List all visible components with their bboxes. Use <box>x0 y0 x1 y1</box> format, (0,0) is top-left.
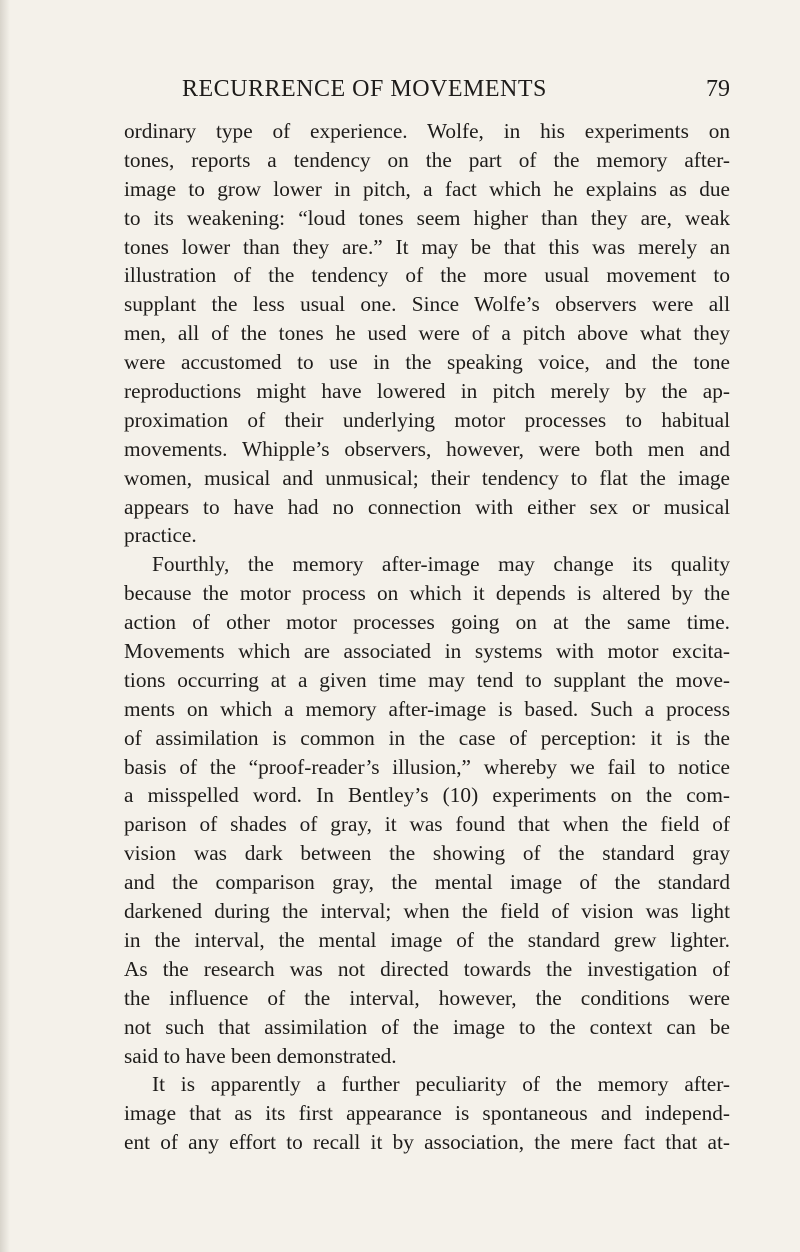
page-edge-shadow <box>0 0 10 1252</box>
text-line: the influence of the interval, however, the conditions were <box>124 985 730 1010</box>
text-line: movements. Whipple’s observers, however, were both men and <box>124 436 730 461</box>
text-line: to its weakening: “loud tones seem higher than they are, weak <box>124 205 730 230</box>
text-line: ent of any effort to recall it by association, the mere fact that at- <box>124 1130 730 1155</box>
text-line: said to have been demonstrated. <box>124 1043 397 1068</box>
text-line: ordinary type of experience. Wolfe, in his experiments on <box>124 119 730 143</box>
text-line: supplant the less usual one. Since Wolfe’s observers were all <box>124 292 730 317</box>
text-line: vision was dark between the showing of the standard gray <box>124 841 730 866</box>
text-line: not such that assimilation of the image to the context can be <box>124 1014 730 1039</box>
text-line: image that as its first appearance is spontaneous and independ- <box>124 1101 730 1126</box>
running-head <box>182 76 730 108</box>
text-line: darkened during the interval; when the field of vision was light <box>124 899 730 924</box>
text-line: practice. <box>124 523 197 548</box>
text-line: tones lower than they are.” It may be that this was merely an <box>124 234 730 259</box>
text-line: of assimilation is common in the case of perception: it is the <box>124 725 730 750</box>
body-text <box>124 117 730 1157</box>
text-line: As the research was not directed towards the investigation of <box>124 956 730 981</box>
text-line: in the interval, the mental image of the standard grew lighter. <box>124 927 730 952</box>
text-line: were accustomed to use in the speaking voice, and the tone <box>124 350 730 375</box>
text-line: It is apparently a further peculiarity of the memory after- <box>152 1072 730 1097</box>
text-line: tones, reports a tendency on the part of the memory after- <box>124 147 730 172</box>
page-number: 79 <box>706 76 730 102</box>
text-line: Movements which are associated in systems with motor excita- <box>124 639 730 664</box>
text-line: parison of shades of gray, it was found that when the field of <box>124 812 730 837</box>
text-line: illustration of the tendency of the more usual movement to <box>124 263 730 288</box>
text-line: image to grow lower in pitch, a fact which he explains as due <box>124 176 730 201</box>
text-line: appears to have had no connection with either sex or musical <box>124 494 730 519</box>
text-line: proximation of their underlying motor processes to habitual <box>124 407 730 432</box>
text-line: basis of the “proof-reader’s illusion,” whereby we fail to notice <box>124 754 730 779</box>
text-line: reproductions might have lowered in pitch merely by the ap- <box>124 379 730 404</box>
text-line: a misspelled word. In Bentley’s (10) experiments on the com- <box>124 783 730 808</box>
text-line: action of other motor processes going on at the same time. <box>124 610 730 635</box>
text-line: because the motor process on which it depends is altered by the <box>124 581 730 606</box>
text-line: tions occurring at a given time may tend to supplant the move- <box>124 667 730 692</box>
text-line: ments on which a memory after-image is based. Such a process <box>124 696 730 721</box>
text-line: men, all of the tones he used were of a pitch above what they <box>124 321 730 346</box>
running-head-title: RECURRENCE OF MOVEMENTS <box>182 76 547 102</box>
text-line: and the comparison gray, the mental image of the standard <box>124 870 730 895</box>
text-line: Fourthly, the memory after-image may change its quality <box>152 552 730 577</box>
text-line: women, musical and unmusical; their tendency to flat the image <box>124 465 730 490</box>
